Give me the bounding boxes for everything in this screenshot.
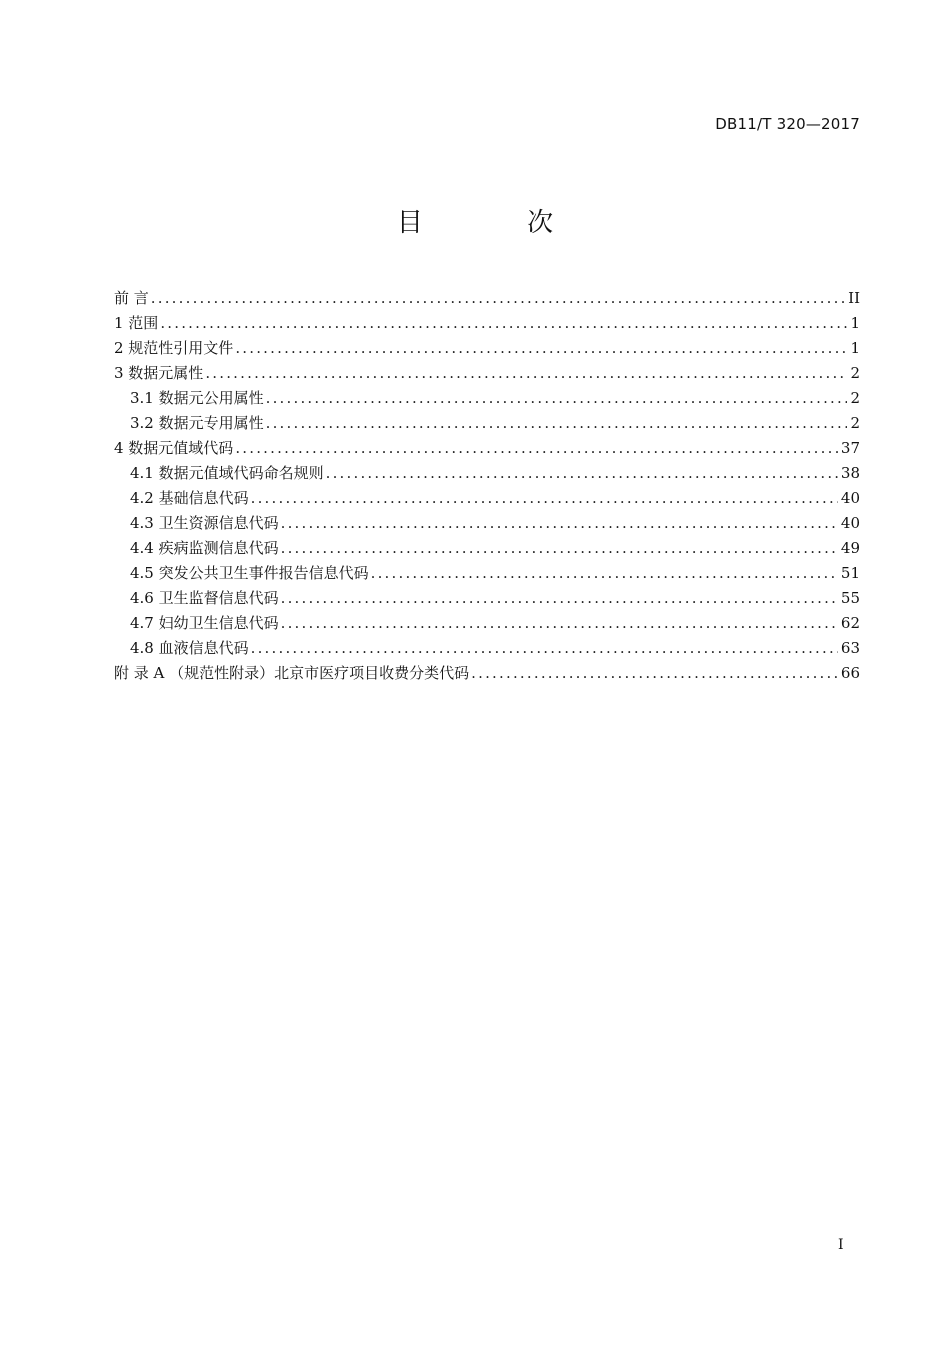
toc-dot-leader — [326, 461, 838, 486]
toc-entry-page: 1 — [850, 339, 860, 357]
toc-dot-leader — [281, 511, 838, 536]
toc-entry-label: 3 数据元属性 — [114, 364, 204, 382]
toc-entry-label: 附 录 A （规范性附录）北京市医疗项目收费分类代码 — [114, 664, 470, 682]
toc-dot-leader — [266, 386, 848, 411]
toc-entry[interactable] — [114, 436, 860, 461]
toc-entry-page: 1 — [850, 314, 860, 332]
toc-dot-leader — [371, 561, 838, 586]
toc-entry-page: 2 — [850, 389, 860, 407]
toc-dot-leader — [251, 486, 838, 511]
toc-entry-label: 4.8 血液信息代码 — [130, 639, 249, 657]
toc-entry[interactable] — [114, 386, 860, 411]
toc-dot-leader — [251, 636, 838, 661]
toc-entry-label: 1 范围 — [114, 314, 159, 332]
toc-entry[interactable] — [114, 636, 860, 661]
toc-entry[interactable] — [114, 286, 860, 311]
toc-entry-label: 4.1 数据元值域代码命名规则 — [130, 464, 324, 482]
document-code: DB11/T 320—2017 — [715, 115, 860, 133]
toc-entry-label: 4.7 妇幼卫生信息代码 — [130, 614, 279, 632]
toc-entry-page: 62 — [840, 614, 860, 632]
toc-entry-page: 40 — [840, 489, 860, 507]
toc-entry-page: 66 — [840, 664, 860, 682]
toc-entry-label: 4.3 卫生资源信息代码 — [130, 514, 279, 532]
toc-entry[interactable] — [114, 661, 860, 686]
toc-entry-label: 3.1 数据元公用属性 — [130, 389, 264, 407]
toc-entry[interactable] — [114, 361, 860, 386]
toc-dot-leader — [281, 536, 838, 561]
toc-entry-label: 2 规范性引用文件 — [114, 339, 234, 357]
toc-dot-leader — [235, 336, 847, 361]
toc-entry-page: 2 — [850, 364, 860, 382]
toc-entry[interactable] — [114, 311, 860, 336]
toc-entry[interactable] — [114, 511, 860, 536]
toc-entry-label: 3.2 数据元专用属性 — [130, 414, 264, 432]
toc-dot-leader — [281, 586, 838, 611]
toc-entry-label: 4.2 基础信息代码 — [130, 489, 249, 507]
toc-entry[interactable] — [114, 536, 860, 561]
toc-entry[interactable] — [114, 611, 860, 636]
toc-title: 目 次 — [396, 208, 602, 238]
toc-entry[interactable] — [114, 586, 860, 611]
toc-entry-page: 2 — [850, 414, 860, 432]
toc-entry-page: 40 — [840, 514, 860, 532]
toc-dot-leader — [235, 436, 838, 461]
toc-entry-page: 63 — [840, 639, 860, 657]
toc-dot-leader — [151, 286, 845, 311]
toc-entry-page: 49 — [840, 539, 860, 557]
toc-entry-page: II — [848, 289, 860, 307]
toc-dot-leader — [205, 361, 847, 386]
toc-entry-label: 4.6 卫生监督信息代码 — [130, 589, 279, 607]
toc-dot-leader — [471, 661, 838, 686]
toc-entry-label: 4.4 疾病监测信息代码 — [130, 539, 279, 557]
toc-entry-label: 4 数据元值域代码 — [114, 439, 234, 457]
toc-entry-page: 55 — [840, 589, 860, 607]
toc-entry[interactable] — [114, 561, 860, 586]
toc-dot-leader — [281, 611, 838, 636]
toc-entry-label: 4.5 突发公共卫生事件报告信息代码 — [130, 564, 369, 582]
toc-entry-label: 前 言 — [114, 289, 149, 307]
toc-entry-page: 38 — [840, 464, 860, 482]
toc-dot-leader — [266, 411, 848, 436]
toc-entry-page: 37 — [840, 439, 860, 457]
table-of-contents — [114, 286, 860, 686]
toc-entry-page: 51 — [840, 564, 860, 582]
page-number: I — [838, 1237, 844, 1253]
toc-entry[interactable] — [114, 411, 860, 436]
toc-entry[interactable] — [114, 486, 860, 511]
toc-entry[interactable] — [114, 336, 860, 361]
toc-dot-leader — [160, 311, 847, 336]
toc-entry[interactable] — [114, 461, 860, 486]
